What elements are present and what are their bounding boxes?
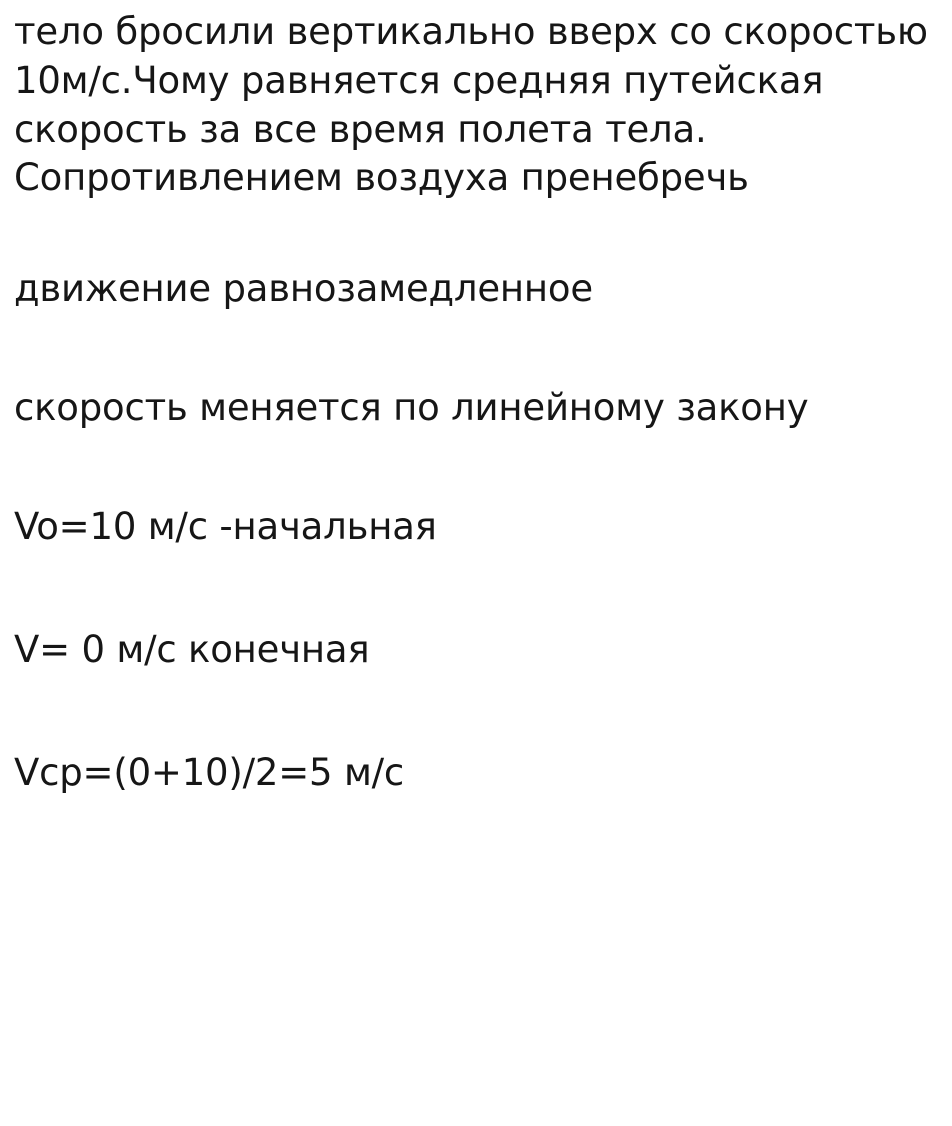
spacer [14, 675, 938, 749]
spacer [14, 433, 938, 503]
average-velocity-text: Vcp=(0+10)/2=5 м/с [14, 750, 405, 794]
motion-type-text: движение равнозамедленное [14, 267, 593, 311]
spacer [14, 314, 938, 384]
initial-velocity-text: Vo=10 м/с -начальная [14, 504, 437, 548]
problem-statement-text: тело бросили вертикально вверх со скоростью 10м/с.Чому равняется средняя путейская скорость за все время полета тела. Сопротивлением воздуха пренебречь [14, 10, 940, 200]
spacer [14, 552, 938, 626]
spacer [14, 203, 938, 265]
final-velocity-text: V= 0 м/с конечная [14, 627, 370, 671]
velocity-law-text: скорость меняется по линейному закону [14, 386, 809, 430]
